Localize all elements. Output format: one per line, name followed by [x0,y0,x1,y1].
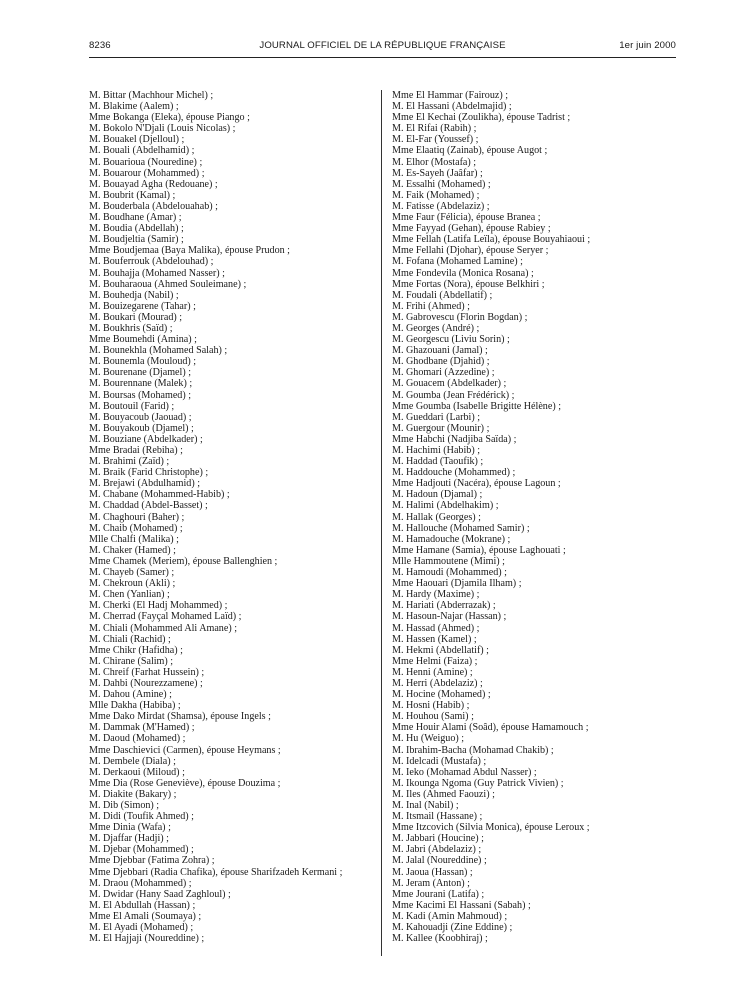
name-entry: M. Idelcadi (Mustafa) ; [392,755,487,767]
name-entry: M. Bouayad Agha (Redouane) ; [89,178,218,190]
name-entry: M. Foudali (Abdellatif) ; [392,289,493,301]
name-entry: Mme Djebbar (Fatima Zohra) ; [89,855,215,867]
name-entry: Mme Itzcovich (Silvia Monica), épouse Leroux ; [392,822,590,834]
name-entry: M. El Ayadi (Mohamed) ; [89,922,194,934]
right-name-column [392,90,685,944]
name-entry: Mme Daschievici (Carmen), épouse Heymans ; [89,744,281,756]
name-entry: M. Bouyacoub (Jaouad) ; [89,411,192,423]
name-entry: M. Djaffar (Hadji) ; [89,833,169,845]
name-entry: M. El-Far (Youssef) ; [392,134,479,146]
name-entry: M. Hariati (Abderrazak) ; [392,600,496,612]
left-name-column [89,90,382,944]
name-entry: M. Hachimi (Habib) ; [392,445,481,456]
name-entry: M. Bouakel (Djelloul) ; [89,134,185,146]
name-entry: Mme Fellah (Latifa Leïla), épouse Bouyahiaoui ; [392,234,591,246]
name-entry: M. Jalal (Noureddine) ; [392,855,487,867]
name-entry: M. Cherki (El Hadj Mohammed) ; [89,600,228,612]
name-entry: M. Chekroun (Akli) ; [89,578,176,590]
name-entry: M. Es-Sayeh (Jaâfar) ; [392,167,483,179]
name-entry: M. Bouferrouk (Abdelouhad) ; [89,256,214,268]
name-entry: Mme Habchi (Nadjiba Saïda) ; [392,433,517,445]
name-entry: M. Bounekhla (Mohamed Salah) ; [89,345,228,357]
name-entry: M. Hardy (Maxime) ; [392,589,480,601]
header-rule [89,57,676,58]
name-entry: M. Bouarioua (Nouredine) ; [89,156,203,168]
name-entry: M. Essalhi (Mohamed) ; [392,178,491,190]
name-entry: M. Gouacem (Abdelkader) ; [392,378,507,390]
name-entry: Mme Houir Alami (Soâd), épouse Hamamouch ; [392,722,589,734]
name-entry: M. Boukhris (Saïd) ; [89,322,173,334]
name-entry: M. Ghazouani (Jamal) ; [392,345,488,357]
name-entry: M. Dahbi (Nourezzamene) ; [89,677,203,689]
name-entry: M. Dahou (Amine) ; [89,689,172,701]
name-entry: M. Hallouche (Mohamed Samir) ; [392,522,530,534]
journal-title: JOURNAL OFFICIEL DE LA RÉPUBLIQUE FRANÇAISE [259,40,506,51]
name-entry: M. Itsmail (Hassane) ; [392,811,483,823]
name-entry: M. Hocine (Mohamed) ; [392,689,491,701]
name-entry: M. Henni (Amine) ; [392,666,473,678]
name-entry: M. Boudhane (Amar) ; [89,212,182,224]
name-entry: Mlle Dakha (Habiba) ; [89,700,181,712]
name-entry: M. Braik (Farid Christophe) ; [89,467,209,479]
column-divider [381,90,382,956]
name-entry: Mme Dinia (Wafa) ; [89,822,171,834]
name-entry: M. Jabbari (Houcine) ; [392,833,484,845]
name-entry: M. El Rifai (Rabih) ; [392,123,477,135]
name-entry: M. Daoud (Mohamed) ; [89,733,186,745]
name-entry: M. Bouhedja (Nabil) ; [89,289,179,301]
name-entry: M. Georgescu (Liviu Sorin) ; [392,334,510,346]
name-entry: M. Ikounga Ngoma (Guy Patrick Vivien) ; [392,777,564,789]
name-entry: M. Gueddari (Larbi) ; [392,411,481,423]
name-entry: Mme Bradai (Rebiha) ; [89,445,183,456]
name-entry: Mme Djebbari (Radia Chafika), épouse Sharifzadeh Kermani ; [89,866,343,878]
name-entry: M. Dammak (M'Hamed) ; [89,722,195,734]
name-entry: M. Bounemla (Mouloud) ; [89,356,197,368]
name-entry: Mme Boumehdi (Amina) ; [89,334,197,346]
name-entry: M. Hamoudi (Mohammed) ; [392,567,507,579]
name-entry: M. Cherrad (Fayçal Mohamed Laïd) ; [89,611,242,623]
name-entry: M. Chaib (Mohamed) ; [89,522,183,534]
name-entry: M. Hallak (Georges) ; [392,511,481,523]
name-entry: M. Blakime (Aalem) ; [89,101,179,113]
name-entry: Mme El Amali (Soumaya) ; [89,910,202,922]
name-entry: M. Kallee (Koobhiraj) ; [392,933,488,945]
name-entry: M. Djebar (Mohammed) ; [89,844,194,856]
name-entry: M. Georges (André) ; [392,322,480,334]
name-entry: M. Frihi (Ahmed) ; [392,300,470,312]
publication-date: 1er juin 2000 [619,40,676,51]
name-entry: M. El Hajjaji (Noureddine) ; [89,933,205,945]
name-entry: M. Kadi (Amin Mahmoud) ; [392,910,508,922]
name-entry: M. Haddad (Taoufik) ; [392,456,484,468]
name-entry: M. Gabrovescu (Florin Bogdan) ; [392,311,528,323]
name-entry: M. Bouizegarene (Tahar) ; [89,300,196,312]
name-entry: M. Ghodbane (Djahid) ; [392,356,490,368]
name-entry: M. Ibrahim-Bacha (Mohamad Chakib) ; [392,744,554,756]
name-entry: M. Bouhajja (Mohamed Nasser) ; [89,267,225,279]
name-entry: M. Faik (Mohamed) ; [392,189,480,201]
name-entry: M. Jaoua (Hassan) ; [392,866,473,878]
name-entry: M. Bouderbala (Abdelouahab) ; [89,200,218,212]
name-entry: Mme Fayyad (Gehan), épouse Rabiey ; [392,223,551,235]
name-entry: Mlle Hammoutene (Mimi) ; [392,555,505,567]
name-entry: M. Brahimi (Zaïd) ; [89,456,170,468]
page-header [89,40,676,56]
name-entry: Mme Goumba (Isabelle Brigitte Hélène) ; [392,400,562,412]
name-entry: M. Hadoun (Djamal) ; [392,489,483,501]
name-entry: Mme Fellahi (Djohar), épouse Seryer ; [392,245,549,257]
name-entry: Mlle Chalfi (Malika) ; [89,533,179,545]
name-entry: M. Fatisse (Abdelaziz) ; [392,200,490,212]
name-entry: M. Dembele (Diala) ; [89,755,176,767]
name-entry: Mme Hamane (Samia), épouse Laghouati ; [392,544,566,556]
name-entry: M. Hasoun-Najar (Hassan) ; [392,611,507,623]
name-entry: M. El Hassani (Abdelmajid) ; [392,101,512,113]
name-entry: M. Chaker (Hamed) ; [89,544,176,556]
name-entry: Mme Haouari (Djamila Ilham) ; [392,578,522,590]
name-entry: M. Boutouil (Farid) ; [89,400,175,412]
name-entry: M. Jabri (Abdelaziz) ; [392,844,482,856]
name-entry: M. Bittar (Machhour Michel) ; [89,90,214,101]
name-entry: M. Elhor (Mostafa) ; [392,156,477,168]
name-entry: M. Bouali (Abdelhamid) ; [89,145,195,157]
name-entry: M. Herri (Abdelaziz) ; [392,677,483,689]
name-entry: M. Didi (Toufik Ahmed) ; [89,811,194,823]
name-entry: Mme Fortas (Nora), épouse Belkhiri ; [392,278,545,290]
name-entry: M. Hassen (Kamel) ; [392,633,477,645]
name-entry: M. Bouziane (Abdelkader) ; [89,433,203,445]
name-entry: Mme Dia (Rose Geneviève), épouse Douzima ; [89,777,281,789]
name-entry: M. Bouharaoua (Ahmed Souleimane) ; [89,278,247,290]
name-entry: M. Dwidar (Hany Saad Zaghloul) ; [89,888,231,900]
name-entry: M. Boukari (Mourad) ; [89,311,183,323]
name-entry: Mme Faur (Félicia), épouse Branea ; [392,212,541,224]
name-entry: M. Boudia (Abdellah) ; [89,223,184,235]
name-entry: Mme Helmi (Faiza) ; [392,655,478,667]
name-entry: M. Bokolo N'Djali (Louis Nicolas) ; [89,123,236,135]
name-entry: Mme Hadjouti (Nacéra), épouse Lagoun ; [392,478,561,490]
name-entry: M. Bouarour (Mohammed) ; [89,167,205,179]
name-entry: Mme Fondevila (Monica Rosana) ; [392,267,534,279]
name-entry: M. Iles (Ahmed Faouzi) ; [392,788,495,800]
name-entry: M. Bouyakoub (Djamel) ; [89,422,194,434]
name-entry: M. Ieko (Mohamad Abdul Nasser) ; [392,766,537,778]
name-entry: M. Chaghouri (Baher) ; [89,511,185,523]
name-entry: M. Dib (Simon) ; [89,800,160,811]
name-entry: M. Hosni (Habib) ; [392,700,470,712]
name-entry: M. Boudjeltia (Samir) ; [89,234,184,246]
name-entry: M. Chabane (Mohammed-Habib) ; [89,489,230,501]
name-entry: M. Fofana (Mohamed Lamine) ; [392,256,523,268]
name-entry: M. Bourenane (Djamel) ; [89,367,192,379]
name-entry: M. Ghomari (Azzedine) ; [392,367,495,379]
name-entry: M. Diakite (Bakary) ; [89,788,177,800]
name-entry: M. Brejawi (Abdulhamid) ; [89,478,201,490]
name-entry: M. Boubrit (Kamal) ; [89,189,176,201]
name-entry: Mme El Hammar (Fairouz) ; [392,90,509,101]
name-entry: M. Bourennane (Malek) ; [89,378,193,390]
name-entry: Mme Jourani (Latifa) ; [392,888,485,900]
name-entry: Mme Boudjemaa (Baya Malika), épouse Prudon ; [89,245,290,257]
name-entry: M. Houhou (Sami) ; [392,711,474,723]
name-entry: M. Chiali (Rachid) ; [89,633,171,645]
name-entry: M. Hamadouche (Mokrane) ; [392,533,511,545]
name-entry: M. Goumba (Jean Frédérick) ; [392,389,515,401]
name-entry: Mme Dako Mirdat (Shamsa), épouse Ingels ; [89,711,271,723]
name-entry: M. Chirane (Salim) ; [89,655,174,667]
name-entry: M. Jeram (Anton) ; [392,877,470,889]
name-entry: M. Derkaoui (Miloud) ; [89,766,185,778]
name-entry: M. Chaddad (Abdel-Basset) ; [89,500,208,512]
name-entry: M. Hu (Weiguo) ; [392,733,465,745]
name-entry: Mme Bokanga (Eleka), épouse Piango ; [89,112,250,124]
page-number: 8236 [89,40,111,51]
name-entry: M. Chayeb (Samer) ; [89,567,175,579]
name-entry: M. Inal (Nabil) ; [392,800,459,811]
name-entry: M. Hekmi (Abdellatif) ; [392,644,489,656]
name-entry: Mme Chikr (Hafidha) ; [89,644,183,656]
name-entry: M. Halimi (Abdelhakim) ; [392,500,499,512]
name-entry: M. El Abdullah (Hassan) ; [89,899,196,911]
name-entry: Mme Elaatiq (Zainab), épouse Augot ; [392,145,548,157]
name-entry: M. Draou (Mohammed) ; [89,877,192,889]
name-entry: Mme Chamek (Meriem), épouse Ballenghien ; [89,555,278,567]
name-entry: M. Boursas (Mohamed) ; [89,389,192,401]
name-entry: M. Chiali (Mohammed Ali Amane) ; [89,622,238,634]
name-entry: M. Haddouche (Mohammed) ; [392,467,516,479]
name-entry: M. Hassad (Ahmed) ; [392,622,480,634]
name-entry: M. Chreif (Farhat Hussein) ; [89,666,205,678]
name-entry: Mme El Kechai (Zoulikha), épouse Tadrist ; [392,112,571,124]
name-entry: Mme Kacimi El Hassani (Sabah) ; [392,899,531,911]
name-entry: M. Guergour (Mounir) ; [392,422,490,434]
name-entry: M. Kahouadji (Zine Eddine) ; [392,922,513,934]
name-entry: M. Chen (Yanlian) ; [89,589,170,601]
